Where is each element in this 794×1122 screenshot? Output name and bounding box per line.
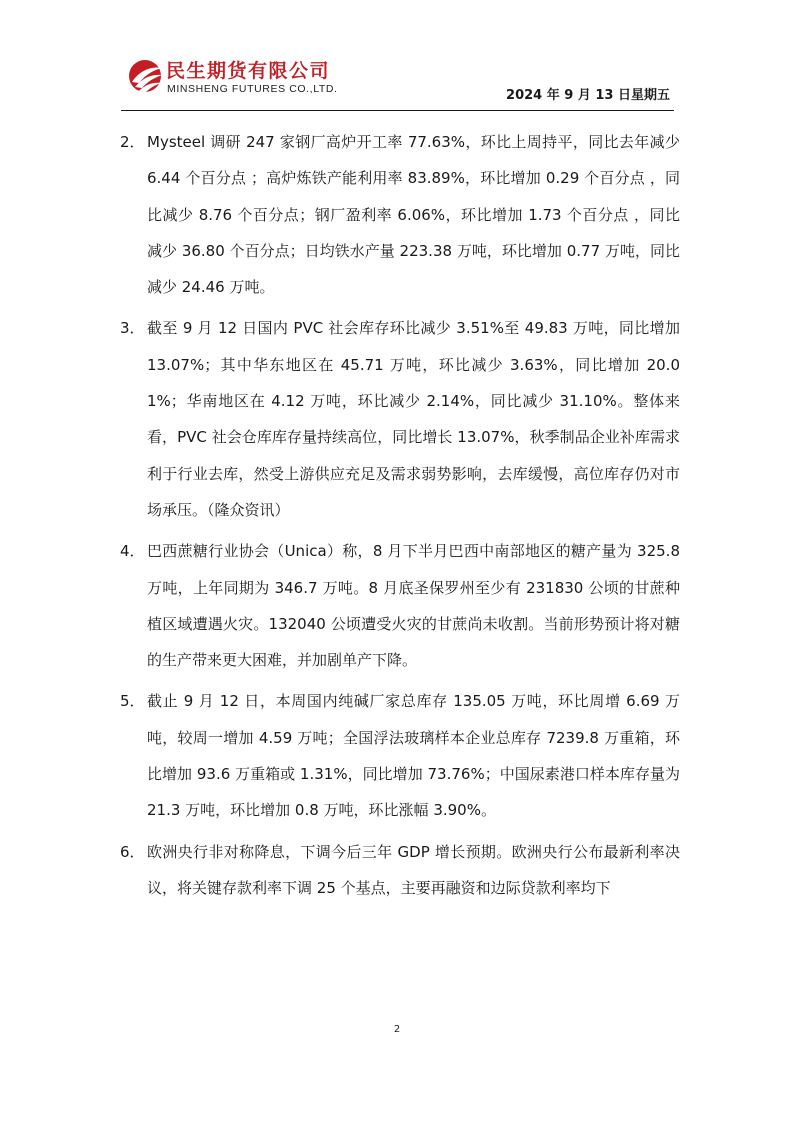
header-divider <box>121 110 674 111</box>
page-number: 2 <box>393 1024 401 1035</box>
news-item-4 <box>120 533 680 678</box>
item-text: 截至 9 月 12 日国内 PVC 社会库存环比减少 3.51%至 49.83 万吨，同比增加 13.07%；其中华东地区在 45.71 万吨，环比减少 3.63%，同比增加 20.01%；华南地区在 4.12 万吨，环比减少 2.14%，同比减少 31.10%。整体来看，PVC 社会仓库库存量持续高位，同比增长 13.07%，秋季制品企业补库需求利于行业去库，然受上游供应充足及需求弱势影响，去库缓慢，高位库存仍对市场承压。（隆众资讯） <box>147 319 680 519</box>
item-number: 6． <box>120 842 145 861</box>
item-text: 欧洲央行非对称降息，下调今后三年 GDP 增长预期。欧洲央行公布最新利率决议，将关键存款利率下调 25 个基点，主要再融资和边际贷款利率均下 <box>147 842 680 897</box>
news-item-2 <box>120 124 680 305</box>
news-item-6 <box>120 834 680 907</box>
minsheng-logo-icon <box>126 56 166 96</box>
company-logo <box>126 56 366 102</box>
news-item-5 <box>120 683 680 828</box>
item-text: Mysteel 调研 247 家钢厂高炉开工率 77.63%，环比上周持平，同比去年减少 6.44 个百分点 ；高炉炼铁产能利用率 83.89%，环比增加 0.29 个百分点 ，同比减少 8.76 个百分点；钢厂盈利率 6.06%，环比增加 1.73 个百分点 ，同比减少 36.80 个百分点；日均铁水产量 223.38 万吨，环比增加 0.77 万吨，同比减少 24.46 万吨。 <box>147 133 680 297</box>
page-header <box>0 0 794 112</box>
news-list <box>120 124 680 911</box>
item-number: 5． <box>120 692 145 711</box>
news-item-3 <box>120 310 680 528</box>
item-number: 4． <box>120 542 145 561</box>
item-number: 3． <box>120 319 145 338</box>
company-name-en: MINSHENG FUTURES CO.,LTD. <box>167 83 338 95</box>
item-number: 2． <box>120 133 145 151</box>
company-name-cn: 民生期货有限公司 <box>166 60 331 82</box>
report-date: 2024 年 9 月 13 日星期五 <box>506 88 670 103</box>
item-text: 巴西蔗糖行业协会（Unica）称，8 月下半月巴西中南部地区的糖产量为 325.8 万吨，上年同期为 346.7 万吨。8 月底圣保罗州至少有 231830 公顷的甘蔗种植区域遭遇火灾。132040 公顷遭受火灾的甘蔗尚未收割。当前形势预计将对糖的生产带来更大困难，并加剧单产下降。 <box>147 542 680 670</box>
item-text: 截止 9 月 12 日，本周国内纯碱厂家总库存 135.05 万吨，环比周增 6.69 万吨，较周一增加 4.59 万吨；全国浮法玻璃样本企业总库存 7239.8 万重箱，环比增加 93.6 万重箱或 1.31%，同比增加 73.76%；中国尿素港口样本库存量为 21.3 万吨，环比增加 0.8 万吨，环比涨幅 3.90%。 <box>147 692 680 820</box>
